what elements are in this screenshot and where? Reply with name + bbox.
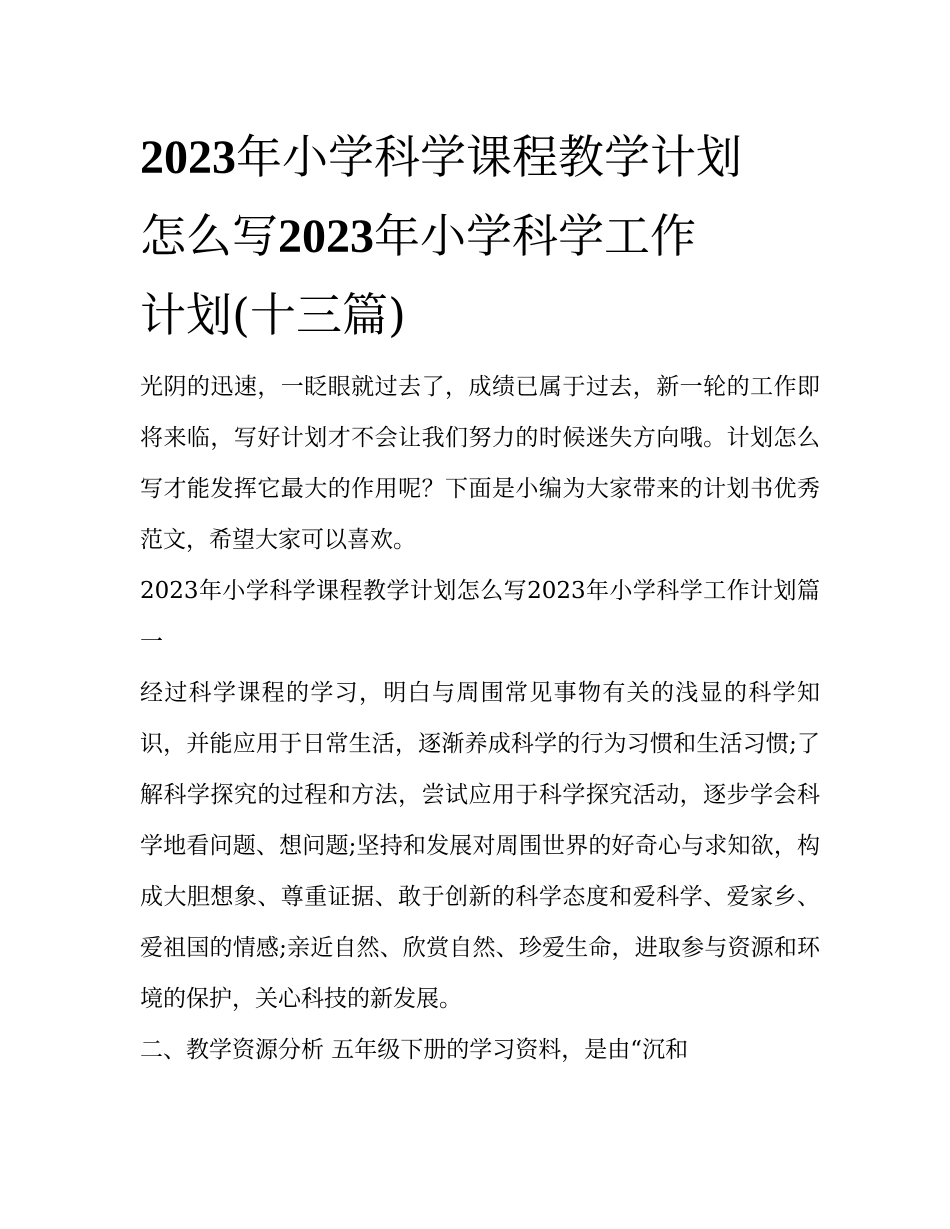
section-heading: 2023年小学科学课程教学计划怎么写2023年小学科学工作计划篇一 xyxy=(140,578,820,655)
body-paragraph: 二、教学资源分析 五年级下册的学习资料，是由“沉和 xyxy=(140,1037,689,1063)
title-text: 计划(十三篇) xyxy=(140,288,406,342)
document-body xyxy=(140,362,820,1076)
title-line-2 xyxy=(140,197,820,276)
title-year: 2023 xyxy=(140,131,236,184)
title-line-3 xyxy=(140,276,820,354)
intro-paragraph: 光阴的迅速，一眨眼就过去了，成绩已属于过去，新一轮的工作即将来临，写好计划才不会让我们努力的时候迷失方向哦。计划怎么写才能发挥它最大的作用呢？下面是小编为大家带来的计划书优秀范文，希望大家可以喜欢。 xyxy=(140,374,820,553)
title-text: 年小学科学工作 xyxy=(374,209,696,263)
body-paragraph: 经过科学课程的学习，明白与周围常见事物有关的浅显的科学知识，并能应用于日常生活，逐渐养成科学的行为习惯和生活习惯;了解科学探究的过程和方法，尝试应用于科学探究活动，逐步学会科学地看问题、想问题;坚持和发展对周围世界的好奇心与求知欲，构成大胆想象、尊重证据、敢于创新的科学态度和爱科学、爱家乡、爱祖国的情感;亲近自然、欣赏自然、珍爱生命，进取参与资源和环境的保护，关心科技的新发展。 xyxy=(140,680,820,1012)
document-title xyxy=(140,118,820,354)
title-year: 2023 xyxy=(278,210,374,263)
document-page xyxy=(140,118,820,1076)
title-text: 年小学科学课程教学计划 xyxy=(236,130,742,184)
title-line-1 xyxy=(140,118,820,197)
title-text: 怎么写 xyxy=(140,209,278,263)
